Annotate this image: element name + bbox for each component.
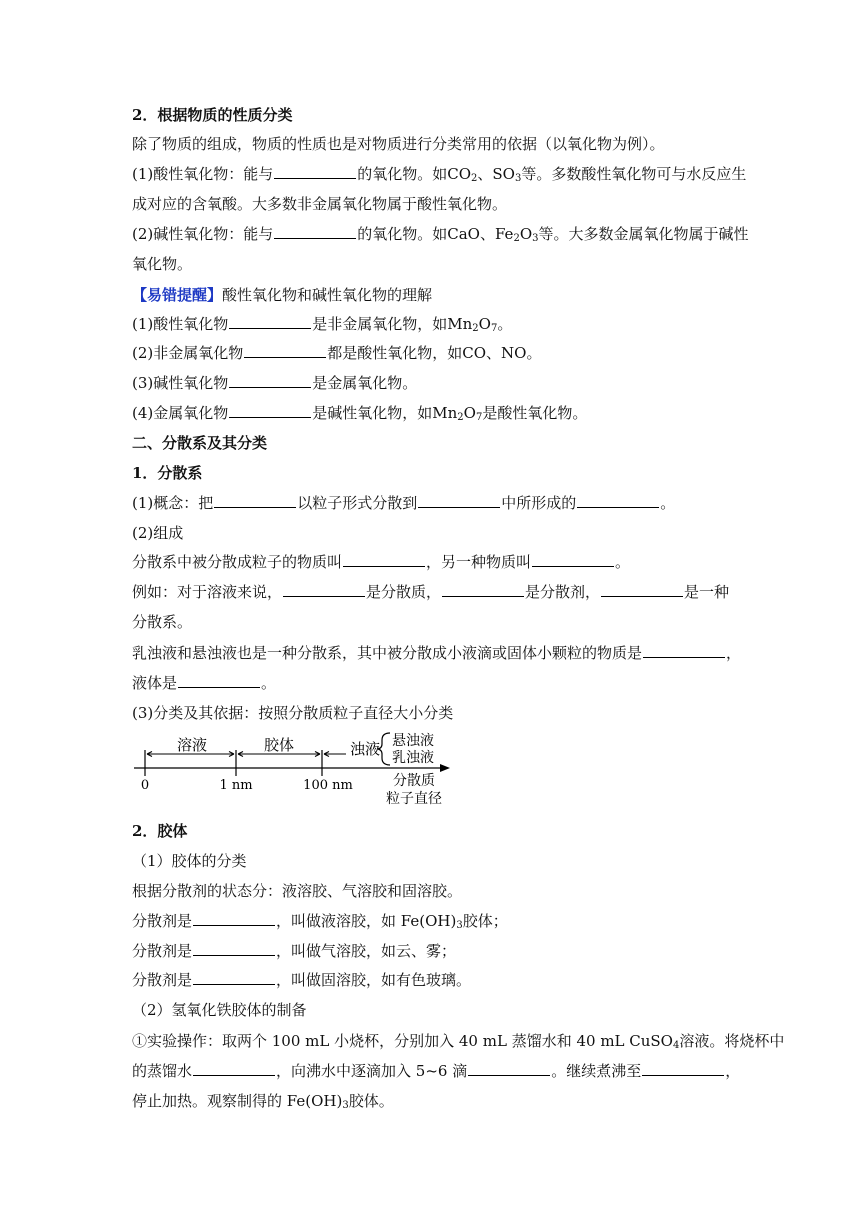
text: 是酸性氧化物。 (482, 404, 588, 422)
fill-blank[interactable] (442, 582, 524, 597)
text: (4)金属氧化物 (132, 404, 229, 422)
paragraph: (2)组成 (132, 524, 184, 542)
text: 。 (615, 553, 631, 571)
concept-line (132, 493, 675, 513)
text: 。 (261, 674, 277, 692)
text: 等。大多数金属氧化物属于碱性 (538, 225, 749, 243)
suspension-label: 悬浊液 (392, 733, 434, 749)
fill-blank[interactable] (468, 1061, 550, 1076)
text: 的氧化物。如CaO、Fe (357, 225, 514, 243)
axis-label: 粒子直径 (386, 791, 442, 807)
fill-blank[interactable] (274, 164, 356, 179)
subscript: 7 (490, 323, 498, 334)
text: 溶液。将烧杯中 (679, 1032, 785, 1050)
example-line (132, 582, 729, 602)
text: 分散系中被分散成粒子的物质叫 (132, 553, 343, 571)
text: ， (725, 1062, 741, 1080)
paragraph: 氧化物。 (132, 255, 193, 273)
text: 胶体； (462, 912, 508, 930)
fill-blank[interactable] (193, 970, 275, 985)
basic-oxide-line (132, 224, 749, 244)
tick-label: 100 nm (303, 778, 353, 793)
text: 是碱性氧化物，如Mn (312, 404, 458, 422)
subscript: 2 (513, 233, 520, 244)
operation-line-3 (132, 1091, 394, 1111)
paragraph: 根据分散剂的状态分：液溶胶、气溶胶和固溶胶。 (132, 882, 463, 900)
text: ， (726, 644, 742, 662)
text: 是分散质， (366, 583, 442, 601)
text: 分散剂是 (132, 942, 193, 960)
text: (1)酸性氧化物 (132, 315, 229, 333)
text: ，向沸水中逐滴加入 5~6 滴 (276, 1062, 468, 1080)
paragraph: （1）胶体的分类 (132, 852, 247, 870)
text: O (478, 315, 491, 333)
solution-label: 溶液 (176, 736, 208, 754)
text: ，另一种物质叫 (426, 553, 532, 571)
error-tip-header (132, 285, 432, 305)
fill-blank[interactable] (283, 582, 365, 597)
text: 酸性氧化物和碱性氧化物的理解 (222, 286, 433, 304)
paragraph: （2）氢氧化铁胶体的制备 (132, 1001, 307, 1019)
text: 中所形成的 (501, 494, 577, 512)
subscript: 3 (456, 920, 463, 931)
text: (2)碱性氧化物：能与 (132, 225, 274, 243)
fill-blank[interactable] (178, 673, 260, 688)
fill-blank[interactable] (418, 493, 500, 508)
axis-arrowhead (440, 764, 450, 772)
text: 停止加热。观察制得的 Fe(OH) (132, 1092, 343, 1110)
text: (2)非金属氧化物 (132, 344, 244, 362)
text: 的氧化物。如CO (357, 165, 472, 183)
operation-line (132, 1031, 784, 1051)
tip-item (132, 373, 417, 393)
text: O (519, 225, 533, 243)
fill-blank[interactable] (343, 552, 425, 567)
tip-item (132, 343, 541, 363)
text: ，叫做气溶胶，如云、雾； (276, 942, 457, 960)
turbid-label: 浊液 (349, 740, 381, 758)
fill-blank[interactable] (244, 343, 326, 358)
text: 的蒸馏水 (132, 1062, 193, 1080)
text: (3)碱性氧化物 (132, 374, 229, 392)
text: 是金属氧化物。 (312, 374, 418, 392)
text: 乳浊液和悬浊液也是一种分散系，其中被分散成小液滴或固体小颗粒的物质是 (132, 644, 643, 662)
acidic-oxide-line (132, 164, 746, 184)
text: ①实验操作：取两个 100 mL 小烧杯，分别加入 40 mL 蒸馏水和 40 mL CuSO (132, 1032, 673, 1050)
fill-blank[interactable] (642, 1061, 724, 1076)
text: 是非金属氧化物，如Mn (312, 315, 473, 333)
fill-blank[interactable] (193, 911, 275, 926)
paragraph: 除了物质的组成，物质的性质也是对物质进行分类常用的依据（以氧化物为例）。 (132, 135, 665, 153)
fill-blank[interactable] (532, 552, 614, 567)
liquid-sol-line (132, 911, 508, 931)
fill-blank[interactable] (229, 373, 311, 388)
emulsion-line (132, 643, 741, 663)
emulsion-line-2 (132, 673, 276, 693)
section-title: 1．分散系 (132, 464, 203, 482)
text: 。继续煮沸至 (551, 1062, 642, 1080)
fill-blank[interactable] (229, 403, 311, 418)
axis-label: 分散质 (393, 773, 435, 789)
fill-blank[interactable] (229, 314, 311, 329)
subscript: 3 (342, 1100, 349, 1111)
text: (1)酸性氧化物：能与 (132, 165, 274, 183)
text: 、SO (477, 165, 515, 183)
tip-label: 【易错提醒】 (132, 286, 223, 304)
paragraph: 成对应的含氧酸。大多数非金属氧化物属于酸性氧化物。 (132, 195, 508, 213)
text: 液体是 (132, 674, 178, 692)
part-title: 二、分散系及其分类 (132, 434, 268, 452)
fill-blank[interactable] (193, 1061, 275, 1076)
subscript: 3 (514, 173, 522, 184)
fill-blank[interactable] (643, 643, 725, 658)
dispersion-classification-diagram (132, 728, 462, 810)
text: 分散剂是 (132, 912, 193, 930)
text: 。 (497, 315, 513, 333)
fill-blank[interactable] (577, 493, 659, 508)
operation-line-2 (132, 1061, 740, 1081)
tick-label: 0 (140, 778, 150, 793)
tip-item (132, 314, 512, 334)
paragraph: (3)分类及其依据：按照分散质粒子直径大小分类 (132, 704, 454, 722)
text: 以粒子形式分散到 (297, 494, 418, 512)
subscript: 2 (472, 323, 479, 334)
tick-label: 1 nm (219, 778, 253, 793)
tip-item (132, 403, 587, 423)
section-title: 2．根据物质的性质分类 (132, 106, 293, 124)
fill-blank[interactable] (274, 224, 356, 239)
text: 胶体。 (348, 1092, 394, 1110)
text: 分散剂是 (132, 971, 193, 989)
paragraph: 分散系。 (132, 613, 193, 631)
text: 等。多数酸性氧化物可与水反应生 (521, 165, 747, 183)
text: 。 (660, 494, 676, 512)
fill-blank[interactable] (601, 582, 683, 597)
text: ，叫做液溶胶，如 Fe(OH) (276, 912, 457, 930)
text: 都是酸性氧化物，如CO、NO。 (327, 344, 542, 362)
subscript: 2 (457, 412, 464, 423)
emulsion-label: 乳浊液 (392, 750, 434, 766)
composition-line (132, 552, 630, 572)
text: 是一种 (684, 583, 730, 601)
text: 例如：对于溶液来说， (132, 583, 283, 601)
section-title: 2．胶体 (132, 822, 188, 840)
solid-sol-line (132, 970, 471, 990)
text: ，叫做固溶胶，如有色玻璃。 (276, 971, 472, 989)
colloid-label: 胶体 (263, 736, 295, 754)
subscript: 4 (672, 1040, 680, 1051)
fill-blank[interactable] (214, 493, 296, 508)
text: O (463, 404, 476, 422)
fill-blank[interactable] (193, 941, 275, 956)
subscript: 7 (475, 412, 483, 423)
subscript: 3 (532, 233, 539, 244)
gas-sol-line (132, 941, 456, 961)
text: (1)概念：把 (132, 494, 214, 512)
text: 是分散剂， (525, 583, 601, 601)
subscript: 2 (471, 173, 478, 184)
